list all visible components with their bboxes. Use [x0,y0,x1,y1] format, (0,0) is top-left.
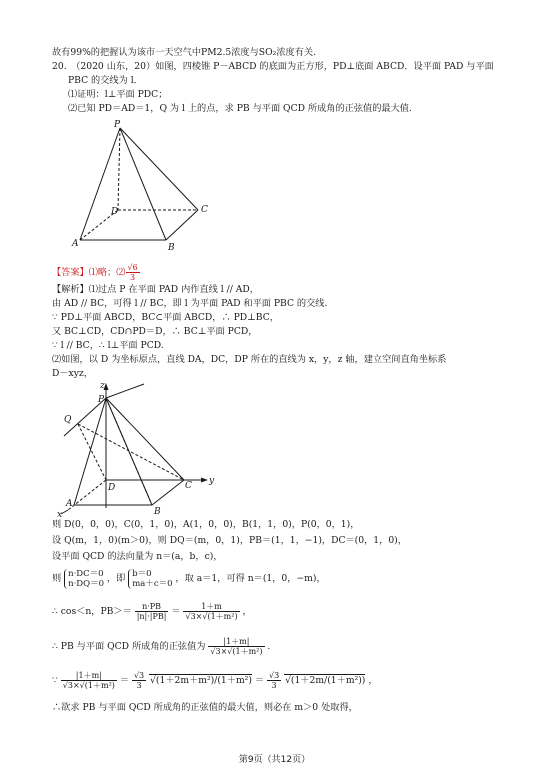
text-line: ∴欲求 PB 与平面 QCD 所成角的正弦值的最大值，则必在 m＞0 处取得， [52,702,358,713]
answer-tag: 【答案】 [52,267,89,278]
text-line: 故有99%的把握认为该市一天空气中PM2.5浓度与SO₂浓度有关. [52,47,316,58]
text-line: ⑵如图，以 D 为坐标原点，直线 DA，DC，DP 所在的直线为 x，y，z 轴，建立空间直角坐标系 [52,354,447,365]
analysis-line: 【解析】⑴过点 P 在平面 PAD 内作直线 l // AD， [52,284,259,295]
label-q: Q [64,415,72,425]
label-d: D [108,483,116,493]
pyramid-figure [70,118,220,256]
answer-text: ⑴略；⑵ [88,267,126,278]
system-line: 则 n·DC＝0 n·DQ＝0 ，即 b＝0 ma＋c＝0 ，取 a＝1，可得 n＝(1，0，−m)， [52,568,326,589]
equation-system-1: n·DC＝0 n·DQ＝0 [64,569,104,589]
label-a: A [66,499,73,509]
simplify-root-2: √(1＋2m/(1＋m²)) [285,675,366,686]
text-line: D－xyz， [52,368,93,379]
analysis-tag: 【解析】 [52,284,89,295]
simplify-fraction-3: $\frac{√3}{3}$ [268,671,280,690]
label-d: D [111,207,119,217]
cos-fraction-1: $\frac{n\cdot PB}{|n|\cdot|PB|}$ [136,602,167,621]
label-c: C [185,481,192,491]
label-p: P [114,120,121,130]
simplify-fraction-2: $\frac{√3}{3}$ [133,671,145,690]
text-line: ∵ PD⊥平面 ABCD，BC⊂平面 ABCD，∴ PD⊥BC， [52,312,279,323]
text-line: 由 AD // BC，可得 l // BC，即 l 为平面 PAD 和平面 PBC 的交线. [52,298,328,309]
sine-line: ∴ PB 与平面 QCD 所成角的正弦值为 $\frac{|1+m|}{\text{√3×√(1＋m²)}}$ . [52,637,271,656]
label-p: P [98,395,105,405]
page-footer: 第9页（共12页） [238,755,311,765]
simplify-root-1: √(1＋2m＋m²)/(1＋m²) [150,675,252,686]
cos-line: ∴ cos＜n，PB＞＝ $\frac{n\cdot PB}{|n|\cdot|PB|}$ ＝ $\frac{1+m}{\text{√3×√(1＋m²)}}$ ， [52,602,252,621]
simplify-fraction-1: $\frac{|1+m|}{\text{√3×√(1＋m²)}}$ [62,671,115,690]
text-line: 设平面 QCD 的法向量为 n＝(a，b，c)， [52,551,223,562]
axis-x-label: x [57,510,63,518]
cos-fraction-2: $\frac{1+m}{\text{√3×√(1＋m²)}}$ [185,602,238,621]
text-line: ∵ l // BC，∴ l⊥平面 PCD. [52,340,164,351]
axis-y-label: y [209,476,215,486]
question-part-1: ⑴证明：l⊥平面 PDC； [68,89,168,100]
label-b: B [168,243,175,253]
text-line: 设 Q(m，1，0)(m＞0)，则 DQ＝(m，0，1)，PB＝(1，1，−1)，DC＝(0，1，0)， [52,535,407,546]
equation-system-2: b＝0 ma＋c＝0 [128,569,172,589]
simplify-line: ∵ $\frac{|1+m|}{\text{√3×√(1＋m²)}}$ ＝ $\frac{√3}{3}$ √(1＋2m＋m²)/(1＋m²) ＝ $\frac{√3}{3}$ √(1＋2m/(1＋m²)) ， [52,671,378,690]
label-a: A [72,239,79,249]
axis-z-label: z [100,381,105,391]
text-line: 又 BC⊥CD，CD∩PD＝D，∴ BC⊥平面 PCD， [52,326,258,337]
label-b: B [154,507,161,517]
text-line: PBC 的交线为 l． [68,75,143,86]
question-header: 20. （2020 山东，20）如图，四棱锥 P－ABCD 的底面为正方形，PD⊥底面 ABCD．设平面 PAD 与平面 [52,61,494,72]
sine-fraction: $\frac{|1+m|}{\text{√3×√(1＋m²)}}$ [210,637,263,656]
coordinate-figure [56,380,226,518]
answer-line [52,263,140,282]
text-line: 则 D(0，0，0)，C(0，1，0)，A(1，0，0)，B(1，1，0)，P(0，0，1)， [52,519,360,530]
question-part-2: ⑵已知 PD＝AD＝1，Q 为 l 上的点，求 PB 与平面 QCD 所成角的正弦值的最大值. [68,103,412,114]
label-c: C [201,205,208,215]
answer-fraction: $\frac{√6}{3}$ [127,263,138,282]
